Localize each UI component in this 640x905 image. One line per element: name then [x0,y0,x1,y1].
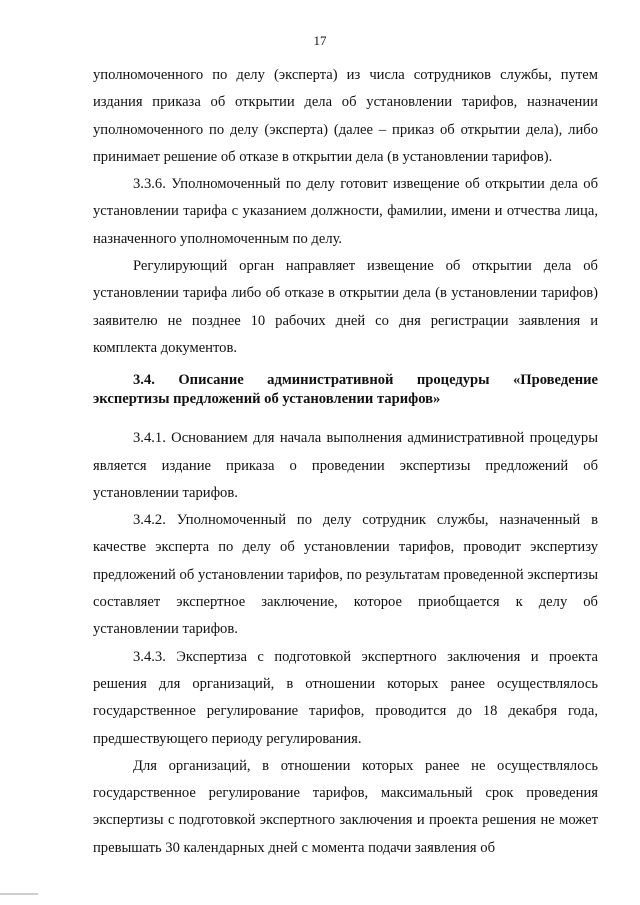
paragraph-3-4-2: 3.4.2. Уполномоченный по делу сотрудник службы, назначенный в качестве эксперта по делу об установлении тарифов, проводит экспертизу предложений об установлении тарифов, по результатам проведенной экспертизы составляет экспертное заключение, которое приобщается к делу об установлении тарифов. [93,512,598,638]
paragraph-3-4-3: 3.4.3. Экспертиза с подготовкой экспертного заключения и проекта решения для организаций, в отношении которых ранее осуществлялось государственное регулирование тарифов, проводится до 18 декабря года, предшествующего периоду регулирования. [93,648,598,747]
paragraph-notice: Регулирующий орган направляет извещение об открытии дела об установлении тарифа либо об отказе в открытии дела (в установлении тарифов) заявителю не позднее 10 рабочих дней со дня регистрации заявления и комплекта документов. [93,258,598,356]
scan-edge-mark [0,893,38,895]
paragraph-new-organizations: Для организаций, в отношении которых ранее не осуществлялось государственное регулирование тарифов, максимальный срок проведения экспертизы с подготовкой экспертного заключения и проекта решения не может превышать 30 календарных дней с момента подачи заявления об [93,757,598,856]
page-number: 17 [313,33,327,48]
document-body [93,62,598,862]
paragraph-continuation: уполномоченного по делу (эксперта) из числа сотрудников службы, путем издания приказа об открытии дела об установлении тарифов, назначении уполномоченного по делу (эксперта) (далее – приказ об открытии дела), либо принимает решение об отказе в открытии дела (в установлении тарифов). [93,67,598,165]
paragraph-3-4-1: 3.4.1. Основанием для начала выполнения административной процедуры является издание приказа о проведении экспертизы предложений об установлении тарифов. [93,430,598,501]
section-heading-3-4: 3.4. Описание административной процедуры «Проведение экспертизы предложений об установлении тарифов» [93,372,598,408]
paragraph-3-3-6: 3.3.6. Уполномоченный по делу готовит извещение об открытии дела об установлении тарифа с указанием должности, фамилии, имени и отчества лица, назначенного уполномоченным по делу. [93,176,598,247]
